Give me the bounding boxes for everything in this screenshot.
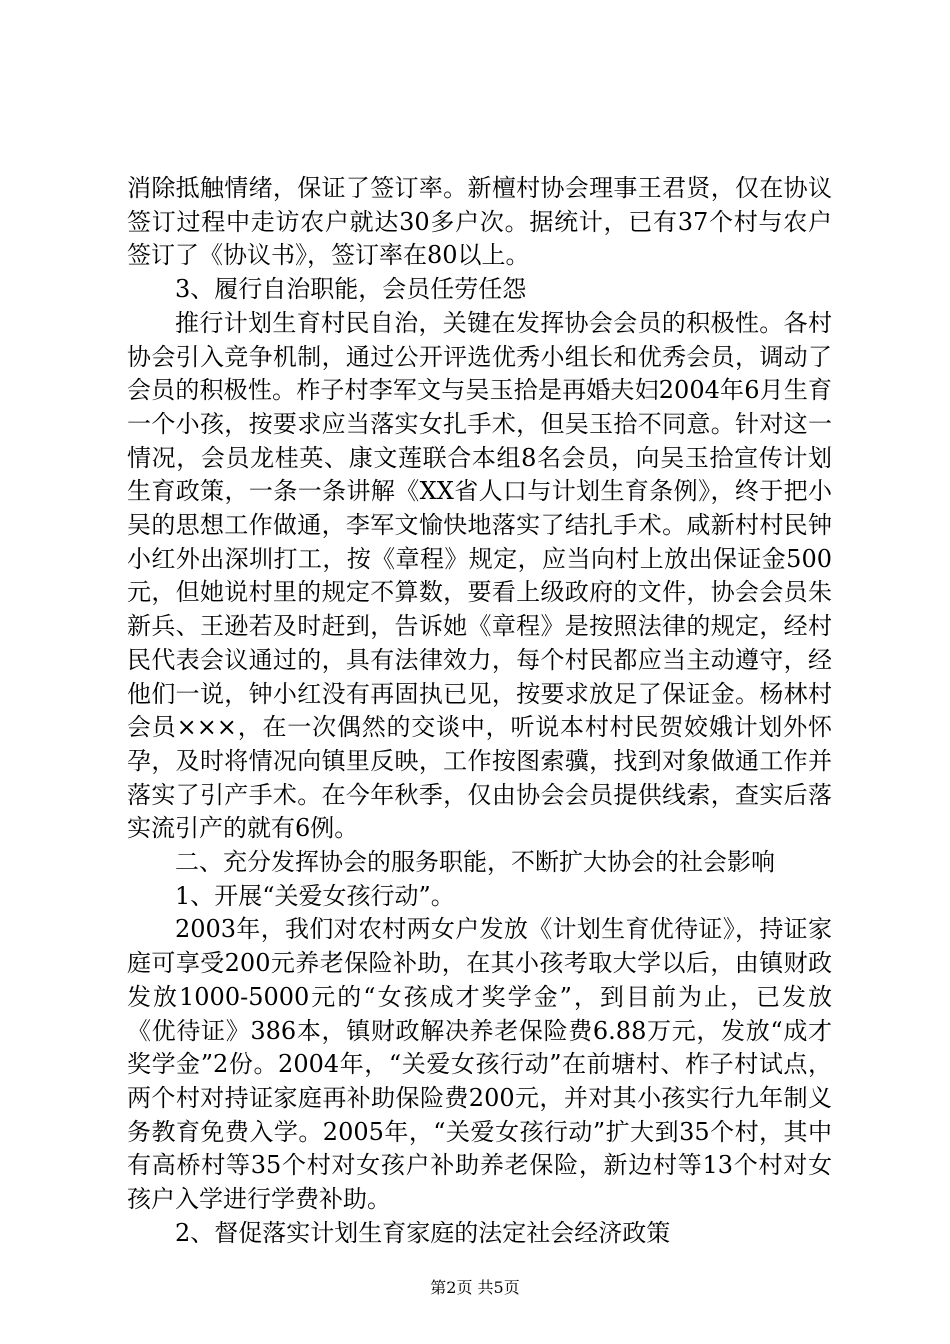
paragraph-care-for-girls: 2003年，我们对农村两女户发放《计划生育优待证》，持证家庭可享受200元养老保险补助，在其小孩考取大学以后，由镇财政发放1000-5000元的“女孩成才奖学金”，到目前为止，已发放《优待证》386本，镇财政解决养老保险费6.88万元，发放“成才奖学金”2份。2004年，“关爱女孩行动”在前塘村、柞子村试点，两个村对持证家庭再补助保险费200元，并对其小孩实行九年制义务教育免费入学。2005年，“关爱女孩行动”扩大到35个村，其中有高桥村等35个村对女孩户补助养老保险，新边村等13个村对女孩户入学进行学费补助。 <box>127 915 832 1214</box>
document-body <box>127 172 832 1251</box>
page-footer <box>0 1278 950 1298</box>
paragraph-member-cases: 推行计划生育村民自治，关键在发挥协会会员的积极性。各村协会引入竞争机制，通过公开评选优秀小组长和优秀会员，调动了会员的积极性。柞子村李军文与吴玉拾是再婚夫妇2004年6月生育一个小孩，按要求应当落实女扎手术，但吴玉拾不同意。针对这一情况，会员龙桂英、康文莲联合本组8名会员，向吴玉拾宣传计划生育政策，一条一条讲解《XX省人口与计划生育条例》，终于把小吴的思想工作做通，李军文愉快地落实了结扎手术。咸新村村民钟小红外出深圳打工，按《章程》规定，应当向村上放出保证金500元，但她说村里的规定不算数，要看上级政府的文件，协会会员朱新兵、王逊若及时赶到，告诉她《章程》是按照法律的规定，经村民代表会议通过的，具有法律效力，每个村民都应当主动遵守，经他们一说，钟小红没有再固执已见，按要求放足了保证金。杨林村会员×××，在一次偶然的交谈中，听说本村村民贺姣娥计划外怀孕，及时将情况向镇里反映，工作按图索骥，找到对象做通工作并落实了引产手术。在今年秋季，仅由协会会员提供线索，查实后落实流引产的就有6例。 <box>127 308 832 843</box>
page-number-label: 第2页 共5页 <box>430 1278 520 1297</box>
paragraph-continuation: 消除抵触情绪，保证了签订率。新檀村协会理事王君贤，仅在协议签订过程中走访农户就达30多户次。据统计，已有37个村与农户签订了《协议书》，签订率在80以上。 <box>127 174 832 270</box>
subheading-care-for-girls: 1、开展“关爱女孩行动”。 <box>175 881 455 910</box>
subheading-social-economic-policy: 2、督促落实计划生育家庭的法定社会经济政策 <box>175 1218 671 1247</box>
subheading-self-governance: 3、履行自治职能，会员任劳任怨 <box>175 275 527 304</box>
section-heading-service-function: 二、充分发挥协会的服务职能，不断扩大协会的社会影响 <box>175 848 775 877</box>
